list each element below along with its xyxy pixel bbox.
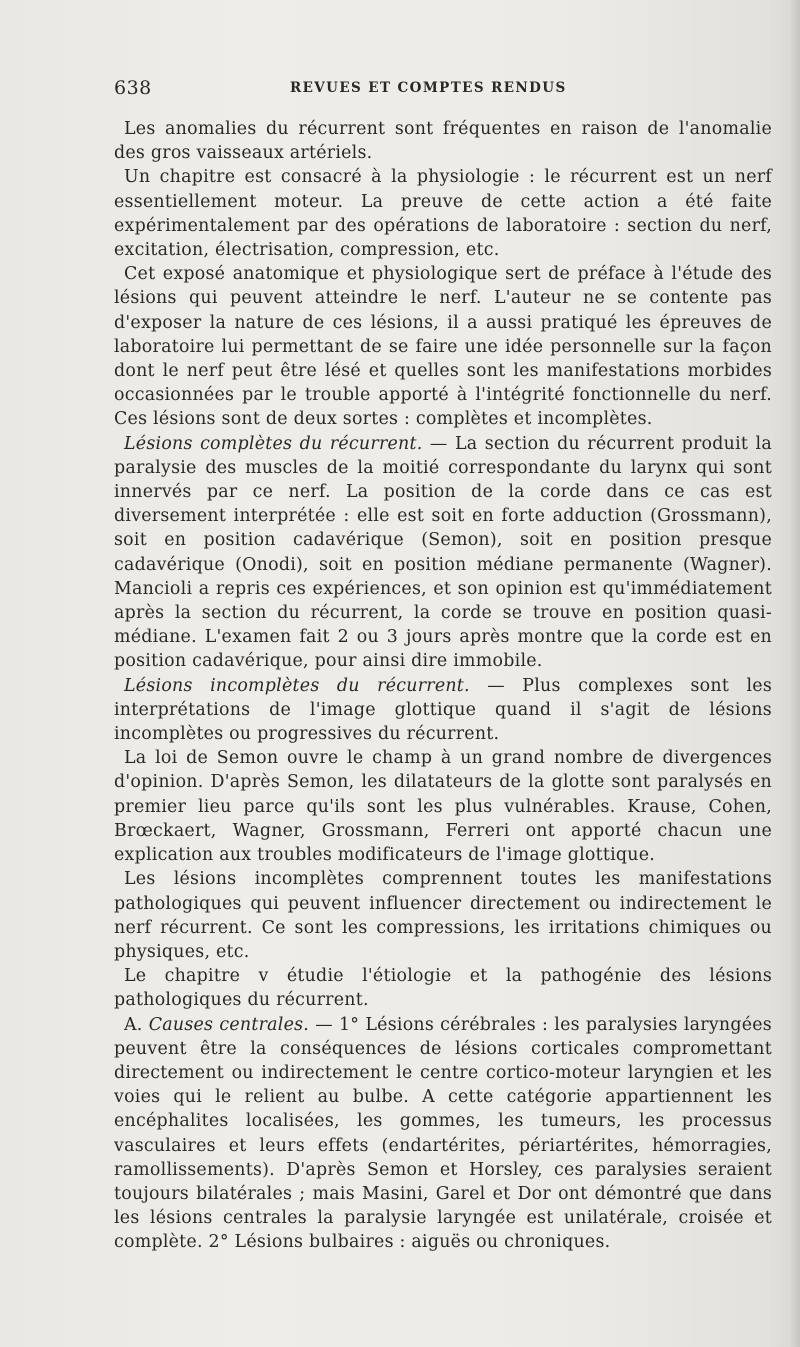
- section-lead-central-causes: Causes centrales: [148, 1014, 304, 1035]
- paragraph-chapter-five: [114, 964, 772, 1012]
- page-header: [114, 77, 772, 101]
- page-edge-shadow: [790, 0, 800, 1347]
- paragraph-text: La loi de Semon ouvre le champ à un grand nombre de divergences d'opinion. D'après Semon, les dilatateurs de la glotte sont paralysés en premier lieu parce qu'ils sont les plus vulnérables. Krause, Cohen, Brœckaert, Wagner, Grossmann, Ferreri ont apporté chacun une explication aux troubles modificateurs de l'image glottique.: [114, 748, 772, 866]
- section-lead-complete: Lésions complètes du récurrent.: [124, 433, 423, 454]
- section-lead-incomplete: Lésions incomplètes du récurrent.: [124, 675, 470, 696]
- paragraph-complete-lesions: [114, 432, 772, 674]
- paragraph-text: Le chapitre v étudie l'étiologie et la pathogénie des lésions pathologiques du récurrent.: [114, 966, 772, 1011]
- paragraph-text: Un chapitre est consacré à la physiologie : le récurrent est un nerf essentiellement moteur. La preuve de cette action a été faite expérimentalement par des opérations de laboratoire : section du nerf, excitation, électrisation, compression, etc.: [114, 167, 772, 261]
- paragraph-text: — La section du récurrent produit la paralysie des muscles de la moitié correspondante du larynx qui sont innervés par ce nerf. La position de la corde dans ce cas est diversement interprétée : elle est soit en forte adduction (Grossmann), soit en position cadavérique (Semon), soit en position presque cadavérique (Onodi), soit en position médiane permanente (Wagner). Mancioli a repris ces expériences, et son opinion est qu'immédiatement après la section du récurrent, la corde se trouve en position quasi-médiane. L'examen fait 2 ou 3 jours après montre que la corde est en position cadavérique, pour ainsi dire immobile.: [114, 433, 772, 672]
- article-body: [114, 117, 772, 1255]
- paragraph-text: Les anomalies du récurrent sont fréquentes en raison de l'anomalie des gros vaisseaux artériels.: [114, 119, 772, 164]
- running-head: REVUES ET COMPTES RENDUS: [290, 80, 567, 96]
- paragraph-prefix: A.: [124, 1014, 149, 1035]
- paragraph-anomalies: [114, 117, 772, 165]
- paragraph-semon-law: [114, 746, 772, 867]
- paragraph-text: . — 1° Lésions cérébrales : les paralysies laryngées peuvent être la conséquences de lésions corticales compromettant directement ou indirectement le centre cortico-moteur laryngien et les voies qui le relient au bulbe. A cette catégorie appartiennent les encéphalites localisées, les gommes, les tumeurs, les processus vasculaires et leurs effets (endartérites, périartérites, hémorragies, ramollissements). D'après Semon et Horsley, ces paralysies seraient toujours bilatérales ; mais Masini, Garel et Dor ont démontré que dans les lésions centrales la paralysie laryngée est unilatérale, croisée et complète. 2° Lésions bulbaires : aiguës ou chroniques.: [114, 1014, 772, 1253]
- paragraph-text: Cet exposé anatomique et physiologique sert de préface à l'étude des lésions qui peuvent atteindre le nerf. L'auteur ne se contente pas d'exposer la nature de ces lésions, il a aussi pratiqué les épreuves de laboratoire lui permettant de se faire une idée personnelle sur la façon dont le nerf peut être lésé et quelles sont les manifestations morbides occasionnées par le trouble apporté à l'intégrité fonctionnelle du nerf. Ces lésions sont de deux sortes : complètes et incomplètes.: [114, 264, 772, 430]
- paragraph-incomplete-types: [114, 867, 772, 964]
- paragraph-text: — Plus complexes sont les interprétations de l'image glottique quand il s'agit de lésions incomplètes ou progressives du récurrent.: [114, 675, 772, 745]
- paragraph-lesions-intro: [114, 262, 772, 431]
- paragraph-physiology: [114, 165, 772, 262]
- paragraph-incomplete-lesions: [114, 674, 772, 747]
- paragraph-central-causes: [114, 1013, 772, 1255]
- page-number: 638: [114, 77, 152, 99]
- paragraph-text: Les lésions incomplètes comprennent toutes les manifestations pathologiques qui peuvent influencer directement ou indirectement le nerf récurrent. Ce sont les compressions, les irritations chimiques ou physiques, etc.: [114, 869, 772, 962]
